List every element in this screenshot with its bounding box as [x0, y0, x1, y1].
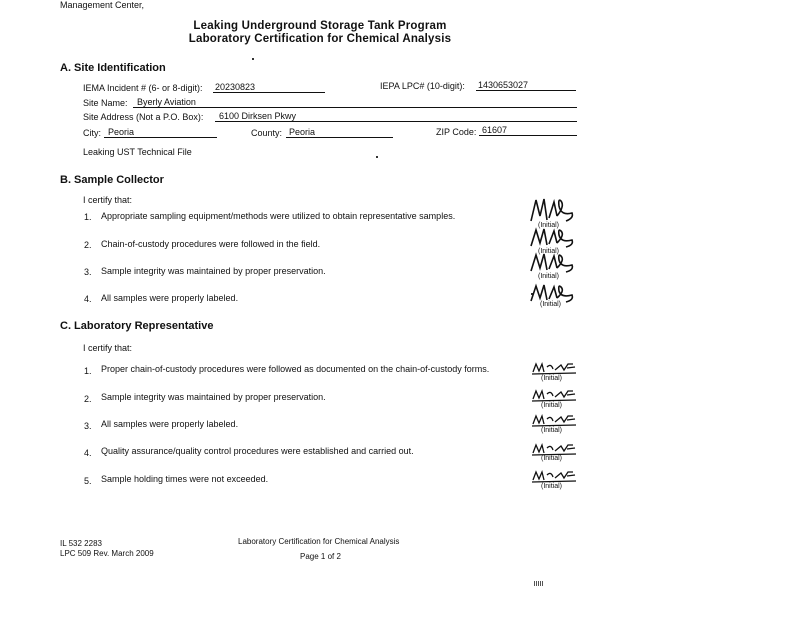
zip-label: ZIP Code:	[436, 127, 477, 137]
c-item-5-num: 5.	[84, 476, 92, 486]
lpc-underline	[476, 90, 576, 91]
site-address-underline	[215, 121, 577, 122]
b-item-2-initial-label: (Initial)	[538, 248, 560, 255]
b-item-1-initial-label: (Initial)	[538, 222, 560, 229]
file-note: Leaking UST Technical File	[83, 147, 192, 157]
site-name-underline	[133, 107, 577, 108]
incident-field[interactable]: 20230823	[215, 82, 256, 92]
section-c-heading: C. Laboratory Representative	[60, 320, 214, 332]
lab-initial-signature-2	[531, 388, 577, 402]
page-title: Leaking Underground Storage Tank Program	[193, 20, 447, 32]
incident-underline	[213, 92, 325, 93]
city-field[interactable]: Peoria	[108, 127, 135, 137]
section-b-heading: B. Sample Collector	[60, 174, 164, 186]
zip-underline	[479, 135, 577, 136]
city-label: City:	[83, 128, 101, 138]
scan-speck	[252, 58, 254, 60]
lpc-label: IEPA LPC# (10-digit):	[380, 81, 465, 91]
c-item-1-text: Proper chain-of-custody procedures were followed as documented on the chain-of-custody forms.	[101, 364, 490, 374]
collector-initial-signature-2	[528, 226, 576, 248]
footer-form-id: IL 532 2283	[60, 539, 102, 548]
c-item-2-num: 2.	[84, 394, 92, 404]
site-address-label: Site Address (Not a P.O. Box):	[83, 112, 204, 122]
lab-initial-signature-1	[531, 361, 577, 375]
lpc-field[interactable]: 1430653027	[478, 80, 529, 90]
site-address-field[interactable]: 6100 Dirksen Pkwy	[219, 111, 297, 121]
scan-speck	[376, 156, 378, 158]
b-item-3-text: Sample integrity was maintained by proper preservation.	[101, 266, 326, 276]
c-item-4-num: 4.	[84, 448, 92, 458]
b-item-4-text: All samples were properly labeled.	[101, 293, 239, 303]
lab-initial-signature-4	[531, 442, 577, 456]
b-item-3-initial-label: (Initial)	[538, 273, 560, 280]
county-underline	[286, 137, 393, 138]
lab-initial-signature-5	[531, 469, 577, 483]
c-item-5-text: Sample holding times were not exceeded.	[101, 474, 269, 484]
county-label: County:	[251, 128, 283, 138]
county-field[interactable]: Peoria	[289, 127, 316, 137]
collector-initial-signature-3	[528, 251, 576, 273]
top-note: Management Center,	[60, 0, 145, 10]
b-item-2-num: 2.	[84, 240, 92, 250]
c-item-2-text: Sample integrity was maintained by proper preservation.	[101, 392, 326, 402]
lab-initial-signature-3	[531, 413, 577, 427]
c-item-1-num: 1.	[84, 366, 92, 376]
c-item-4-initial-label: (Initial)	[541, 455, 563, 462]
section-b-certify: I certify that:	[83, 195, 133, 205]
b-item-1-text: Appropriate sampling equipment/methods were utilized to obtain representative samples.	[101, 211, 456, 221]
site-name-field[interactable]: Byerly Aviation	[137, 97, 196, 107]
footer-page-number: Page 1 of 2	[300, 552, 341, 561]
c-item-2-initial-label: (Initial)	[541, 402, 563, 409]
footer-title: Laboratory Certification for Chemical Analysis	[238, 537, 400, 546]
section-c-certify: I certify that:	[83, 343, 133, 353]
site-name-label: Site Name:	[83, 98, 128, 108]
b-item-3-num: 3.	[84, 267, 92, 277]
c-item-3-initial-label: (Initial)	[541, 427, 563, 434]
section-a-heading: A. Site Identification	[60, 62, 166, 74]
collector-initial-signature-4	[528, 283, 576, 303]
b-item-2-text: Chain-of-custody procedures were followed in the field.	[101, 239, 321, 249]
collector-initial-signature-1	[528, 196, 576, 224]
b-item-4-num: 4.	[84, 294, 92, 304]
incident-label: IEMA Incident # (6- or 8-digit):	[83, 83, 203, 93]
b-item-1-num: 1.	[84, 212, 92, 222]
scan-mark	[534, 581, 544, 586]
zip-field[interactable]: 61607	[482, 125, 508, 135]
b-item-4-initial-label: (Initial)	[540, 301, 562, 308]
c-item-4-text: Quality assurance/quality control procedures were established and carried out.	[101, 446, 414, 456]
c-item-3-num: 3.	[84, 421, 92, 431]
c-item-3-text: All samples were properly labeled.	[101, 419, 239, 429]
c-item-1-initial-label: (Initial)	[541, 375, 563, 382]
city-underline	[104, 137, 217, 138]
c-item-5-initial-label: (Initial)	[541, 483, 563, 490]
footer-revision: LPC 509 Rev. March 2009	[60, 549, 154, 558]
page-subtitle: Laboratory Certification for Chemical Analysis	[188, 33, 452, 45]
